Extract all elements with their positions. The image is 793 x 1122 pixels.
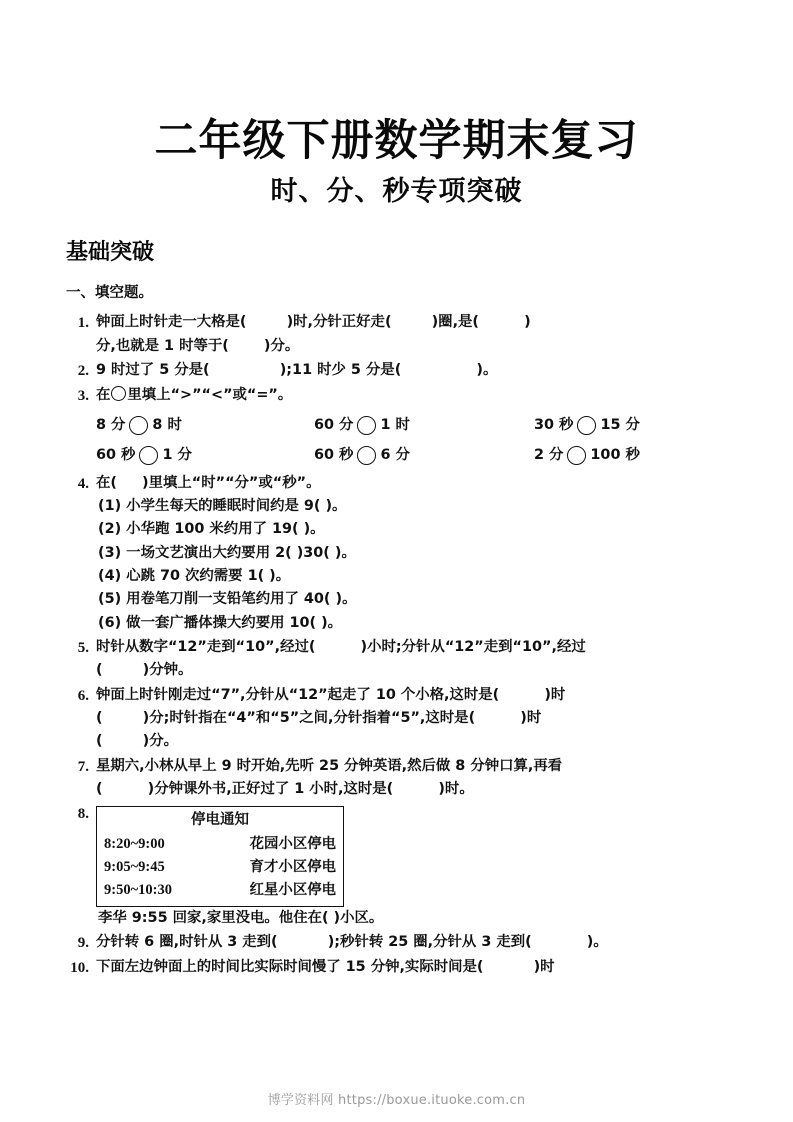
question-subitem: (1) 小学生每天的睡眠时间约是 9( )。 <box>98 497 347 514</box>
notice-time: 9:50~10:30 <box>104 881 172 898</box>
question-line: 李华 9:55 回家,家里没电。他住在( )小区。 <box>98 909 384 926</box>
question-text <box>96 472 735 635</box>
comparison-right: 15 分 <box>600 416 640 433</box>
notice-title: 停电通知 <box>191 812 249 829</box>
comparison-grid <box>96 408 744 471</box>
answer-circle-icon[interactable] <box>357 416 376 435</box>
question-subitem: (4) 心跳 70 次约需要 1( )。 <box>98 567 291 584</box>
question-text <box>96 636 735 683</box>
comparison-left: 30 秒 <box>534 416 574 433</box>
question-item <box>66 931 735 955</box>
comparison-cell <box>534 414 744 437</box>
site-watermark: 博学资料网 https://boxue.ituoke.com.cn <box>267 1093 526 1108</box>
comparison-left: 2 分 <box>534 446 564 463</box>
question-item <box>66 956 735 980</box>
question-line: 分,也就是 1 时等于( )分。 <box>96 337 300 354</box>
question-number: 8. <box>77 806 89 823</box>
notice-time: 8:20~9:00 <box>104 835 165 852</box>
comparison-right: 1 分 <box>162 446 192 463</box>
comparison-row <box>96 441 744 471</box>
notice-time: 9:05~9:45 <box>104 858 165 875</box>
subsection-heading: 一、填空题。 <box>66 285 153 302</box>
question-line: ( )分钟课外书,正好过了 1 小时,这时是( )时。 <box>96 780 474 797</box>
question-prompt <box>96 384 744 407</box>
question-text <box>96 684 735 754</box>
table-row <box>104 879 336 902</box>
question-item <box>66 384 735 470</box>
question-item <box>66 755 735 802</box>
question-line: 时针从数字“12”走到“10”,经过( )小时;分针从“12”走到“10”,经过 <box>96 638 586 655</box>
question-line: 下面左边钟面上的时间比实际时间慢了 15 分钟,实际时间是( )时 <box>96 959 555 976</box>
question-line: 钟面上时针走一大格是( )时,分针正好走( )圈,是( ) <box>96 314 531 331</box>
question-number: 2. <box>77 363 89 379</box>
question-line: ( )分;时针指在“4”和“5”之间,分针指着“5”,这时是( )时 <box>96 709 542 726</box>
question-text <box>96 384 744 470</box>
answer-circle-icon[interactable] <box>577 416 596 435</box>
question-number: 10. <box>70 960 89 977</box>
comparison-left: 60 分 <box>314 416 354 433</box>
question-line: 钟面上时针刚走过“7”,分针从“12”起走了 10 个小格,这时是( )时 <box>96 686 566 703</box>
prompt-prefix: 在 <box>96 387 111 404</box>
question-text <box>96 956 735 979</box>
question-item <box>66 684 735 754</box>
question-text <box>96 931 735 954</box>
question-number: 3. <box>77 388 89 405</box>
comparison-left: 60 秒 <box>96 446 136 463</box>
answer-circle-icon[interactable] <box>111 386 126 401</box>
question-subitem: (2) 小华跑 100 米约用了 19( )。 <box>98 521 325 538</box>
comparison-right: 100 秒 <box>590 446 640 463</box>
question-number: 7. <box>77 758 89 775</box>
question-line: ( )分。 <box>96 733 179 750</box>
question-text <box>96 802 735 930</box>
question-text <box>96 359 735 382</box>
answer-circle-icon[interactable] <box>129 416 148 435</box>
question-item <box>66 472 735 635</box>
question-item <box>66 636 735 683</box>
answer-circle-icon[interactable] <box>357 446 376 465</box>
question-subitems <box>96 495 735 635</box>
question-item <box>66 311 735 358</box>
notice-wrapper <box>96 802 735 906</box>
comparison-left: 8 分 <box>96 416 126 433</box>
power-outage-notice-table <box>96 806 344 906</box>
question-subitem: (3) 一场文艺演出大约要用 2( )30( )。 <box>98 544 356 561</box>
question-item <box>66 802 735 930</box>
notice-area: 花园小区停电 <box>249 835 336 852</box>
table-row <box>104 856 336 879</box>
question-line: 在( )里填上“时”“分”或“秒”。 <box>96 474 321 491</box>
question-list <box>0 302 793 980</box>
question-line: 9 时过了 5 分是( );11 时少 5 分是( )。 <box>96 362 498 378</box>
question-line: ( )分钟。 <box>96 662 193 679</box>
table-row <box>104 833 336 856</box>
question-line: 星期六,小林从早上 9 时开始,先听 25 分钟英语,然后做 8 分钟口算,再看 <box>96 757 563 774</box>
notice-area: 红星小区停电 <box>249 881 336 898</box>
answer-circle-icon[interactable] <box>139 446 158 465</box>
question-number: 4. <box>77 475 89 492</box>
comparison-cell <box>96 414 314 437</box>
question-number: 5. <box>77 639 89 656</box>
question-number: 6. <box>77 687 89 704</box>
comparison-cell <box>96 444 314 467</box>
comparison-cell <box>314 414 534 437</box>
comparison-cell <box>534 444 744 467</box>
question-item <box>66 359 735 383</box>
question-subitem: (6) 做一套广播体操大约要用 10( )。 <box>98 614 343 631</box>
question-text <box>96 755 735 802</box>
comparison-row <box>96 411 744 441</box>
page-subtitle: 时、分、秒专项突破 <box>270 176 523 208</box>
comparison-right: 8 时 <box>152 416 182 433</box>
question-number: 9. <box>77 935 89 952</box>
question-subitem: (5) 用卷笔刀削一支铅笔约用了 40( )。 <box>98 591 357 608</box>
comparison-right: 1 时 <box>380 416 410 433</box>
answer-circle-icon[interactable] <box>567 446 586 465</box>
section-heading: 基础突破 <box>66 240 155 266</box>
prompt-suffix: 里填上“>”“<”或“=”。 <box>127 387 293 404</box>
question-number: 1. <box>77 315 89 332</box>
comparison-left: 60 秒 <box>314 446 354 463</box>
comparison-cell <box>314 444 534 467</box>
question-line: 分针转 6 圈,时针从 3 走到( );秒针转 25 圈,分针从 3 走到( )。 <box>96 934 608 951</box>
question-text <box>96 311 735 358</box>
page-title: 二年级下册数学期末复习 <box>154 116 639 166</box>
comparison-right: 6 分 <box>380 446 410 463</box>
notice-area: 育才小区停电 <box>249 858 336 875</box>
